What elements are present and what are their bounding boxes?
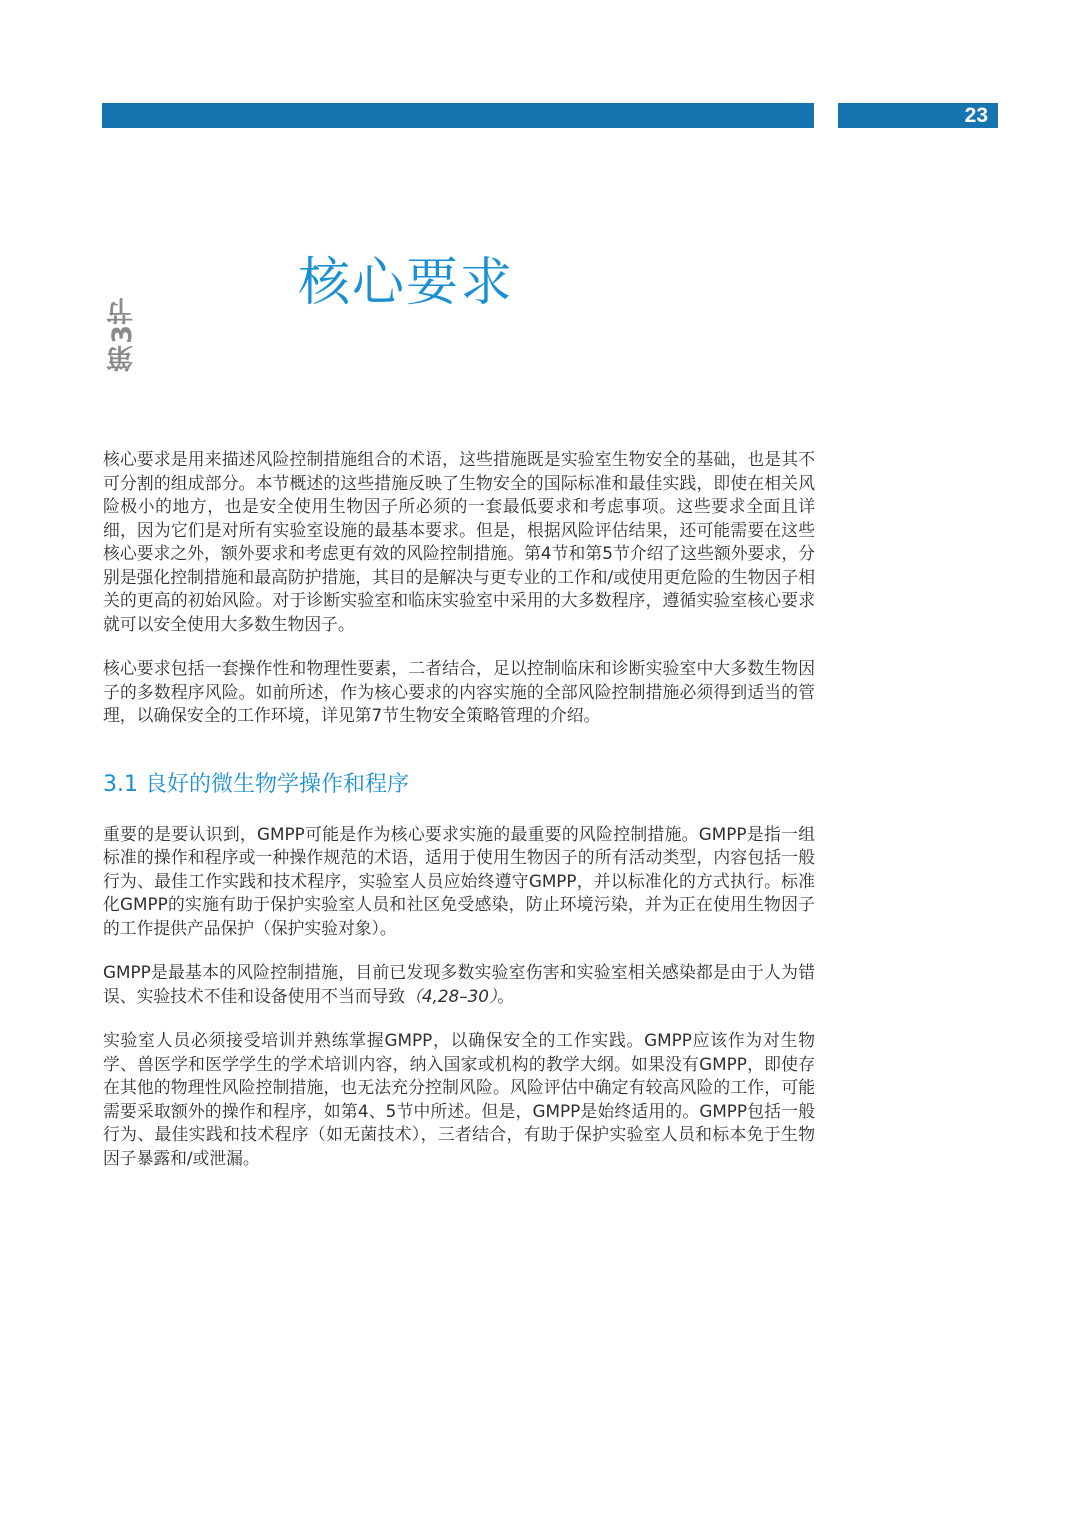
section-label: 第3节 [107, 296, 138, 372]
gmpp-paragraph-2-end: 。 [497, 985, 515, 1006]
header-bar [102, 103, 814, 128]
intro-paragraph-2: 核心要求包括一套操作性和物理性要素，二者结合，足以控制临床和诊断实验室中大多数生物因子的多数程序风险。如前所述，作为核心要求的内容实施的全部风险控制措施必须得到适当的管理，以确保安全的工作环境，详见第7节生物安全策略管理的介绍。 [103, 658, 815, 725]
gmpp-paragraph-2 [103, 961, 815, 1008]
gmpp-paragraph-1: 重要的是要认识到，GMPP可能是作为核心要求实施的最重要的风险控制措施。GMPP是指一组标准的操作和程序或一种操作规范的术语，适用于使用生物因子的所有活动类型，内容包括一般行为、最佳工作实践和技术程序，实验室人员应始终遵守GMPP，并以标准化的方式执行。标准化GMPP的实施有助于保护实验室人员和社区免受感染，防止环境污染，并为正在使用生物因子的工作提供产品保护（保护实验对象）。 [103, 823, 815, 938]
gmpp-paragraph-2-text: GMPP是最基本的风险控制措施，目前已发现多数实验室伤害和实验室相关感染都是由于人为错误、实验技术不佳和设备使用不当而导致 [103, 962, 815, 1006]
intro-paragraph-1: 核心要求是用来描述风险控制措施组合的术语，这些措施既是实验室生物安全的基础，也是其不可分割的组成部分。本节概述的这些措施反映了生物安全的国际标准和最佳实践，即使在相关风险极小的地方，也是安全使用生物因子所必须的一套最低要求和考虑事项。这些要求全面且详细，因为它们是对所有实验室设施的最基本要求。但是，根据风险评估结果，还可能需要在这些核心要求之外，额外要求和考虑更有效的风险控制措施。第4节和第5节介绍了这些额外要求，分别是强化控制措施和最高防护措施，其目的是解决与更专业的工作和/或使用更危险的生物因子相关的更高的初始风险。对于诊断实验室和临床实验室中采用的大多数程序，遵循实验室核心要求就可以安全使用大多数生物因子。 [103, 449, 815, 634]
main-content [103, 448, 815, 1170]
citation: （4,28–30） [405, 985, 498, 1006]
subsection-heading: 3.1 良好的微生物学操作和程序 [103, 771, 409, 797]
page-title: 核心要求 [298, 253, 515, 313]
gmpp-paragraph-3: 实验室人员必须接受培训并熟练掌握GMPP，以确保安全的工作实践。GMPP应该作为对生物学、兽医学和医学学生的学术培训内容，纳入国家或机构的教学大纲。如果没有GMPP，即使存在其他的物理性风险控制措施，也无法充分控制风险。风险评估中确定有较高风险的工作，可能需要采取额外的操作和程序，如第4、5节中所述。但是，GMPP是始终适用的。GMPP包括一般行为、最佳实践和技术程序（如无菌技术），三者结合，有助于保护实验室人员和标本免于生物因子暴露和/或泄漏。 [103, 1030, 815, 1168]
page-number: 23 [838, 103, 998, 128]
